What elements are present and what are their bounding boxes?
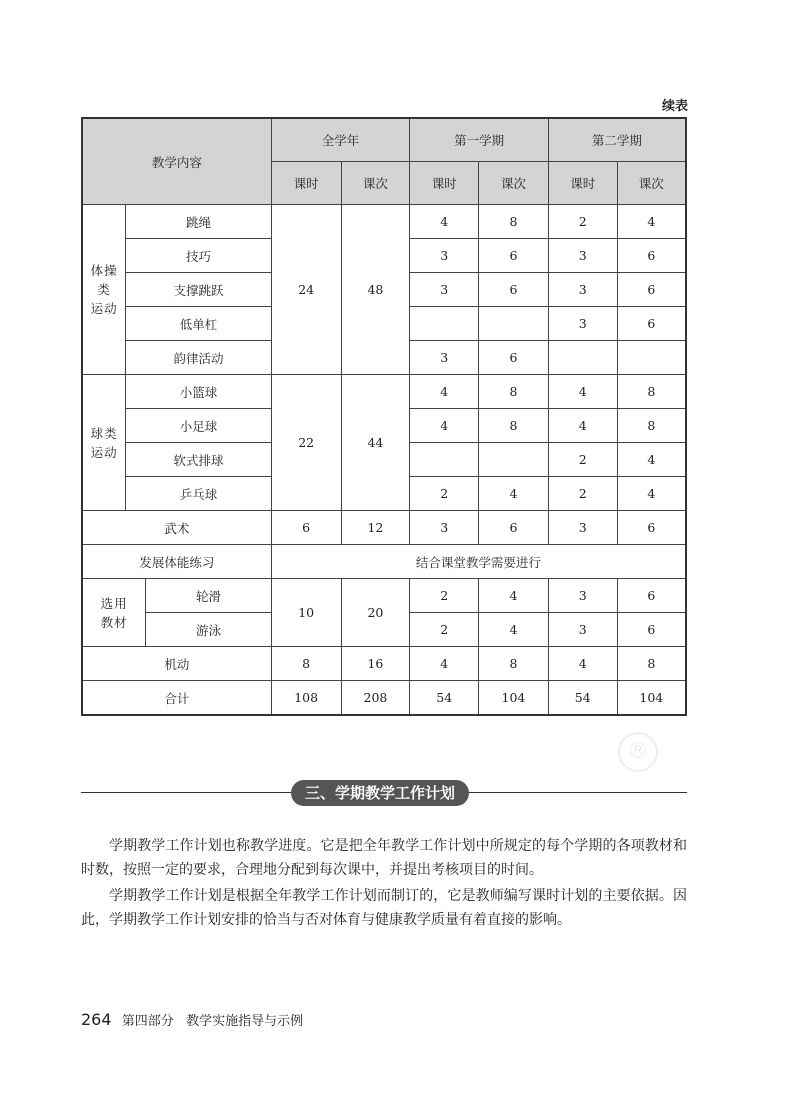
teaching-plan-table [81, 117, 687, 716]
s1-hours [410, 307, 479, 341]
year-hours: 22 [271, 375, 341, 511]
year-hours: 8 [271, 647, 341, 681]
item-name: 轮滑 [146, 579, 271, 613]
s1-sessions [479, 307, 549, 341]
item-name: 软式排球 [126, 443, 271, 477]
s1-hours: 4 [410, 375, 479, 409]
s2-sessions: 4 [617, 477, 686, 511]
page-number: 264 [81, 1010, 112, 1029]
year-sessions: 16 [341, 647, 410, 681]
paragraph: 学期教学工作计划也称教学进度。它是把全年教学工作计划中所规定的每个学期的各项教材和时数，按照一定的要求，合理地分配到每次课中，并提出考核项目的时间。 [81, 838, 687, 878]
item-name: 跳绳 [126, 205, 271, 239]
s2-hours: 3 [548, 307, 617, 341]
s1-sessions: 4 [479, 477, 549, 511]
year-sessions: 12 [341, 511, 410, 545]
item-name: 技巧 [126, 239, 271, 273]
s1-hours: 2 [410, 477, 479, 511]
s2-hours: 2 [548, 443, 617, 477]
header-hours: 课时 [410, 162, 479, 205]
s2-sessions: 6 [617, 239, 686, 273]
group-optional-materials: 选用 教材 [82, 579, 146, 647]
s1-hours: 4 [410, 409, 479, 443]
s2-sessions: 8 [617, 375, 686, 409]
footer-title: 教学实施指导与示例 [186, 1014, 304, 1029]
s2-hours: 3 [548, 613, 617, 647]
s2-hours: 3 [548, 273, 617, 307]
table-row [82, 375, 686, 409]
s1-sessions: 8 [479, 375, 549, 409]
registered-mark-watermark: ® [618, 732, 658, 772]
header-semester-1: 第一学期 [410, 118, 549, 162]
s1-hours: 3 [410, 341, 479, 375]
s1-sessions: 6 [479, 511, 549, 545]
year-sessions: 44 [341, 375, 410, 511]
s2-sessions: 8 [617, 409, 686, 443]
paragraph: 学期教学工作计划是根据全年教学工作计划而制订的，它是教师编写课时计划的主要依据。因此，学期教学工作计划安排的恰当与否对体育与健康教学质量有着直接的影响。 [81, 888, 687, 928]
footer-part: 第四部分 [121, 1014, 174, 1029]
table-header-row [82, 118, 686, 162]
s1-sessions: 4 [479, 613, 549, 647]
item-name: 发展体能练习 [82, 545, 271, 579]
header-teaching-content: 教学内容 [82, 118, 271, 205]
s2-hours: 4 [548, 409, 617, 443]
header-sessions: 课次 [617, 162, 686, 205]
s2-sessions: 6 [617, 613, 686, 647]
s1-hours [410, 443, 479, 477]
s2-sessions: 6 [617, 307, 686, 341]
s1-sessions [479, 443, 549, 477]
section-title: 三、学期教学工作计划 [291, 780, 469, 806]
s2-hours: 2 [548, 205, 617, 239]
year-hours: 6 [271, 511, 341, 545]
s1-sessions: 8 [479, 409, 549, 443]
s1-hours: 3 [410, 239, 479, 273]
year-hours: 10 [271, 579, 341, 647]
header-hours: 课时 [271, 162, 341, 205]
year-hours: 108 [271, 681, 341, 716]
s2-sessions: 6 [617, 273, 686, 307]
header-sessions: 课次 [479, 162, 549, 205]
year-sessions: 20 [341, 579, 410, 647]
table-row [82, 545, 686, 579]
item-name: 武术 [82, 511, 271, 545]
s2-hours: 4 [548, 647, 617, 681]
s2-sessions: 8 [617, 647, 686, 681]
s1-hours: 3 [410, 273, 479, 307]
s1-sessions: 8 [479, 647, 549, 681]
item-name: 低单杠 [126, 307, 271, 341]
s2-sessions: 6 [617, 511, 686, 545]
header-sessions: 课次 [341, 162, 410, 205]
s2-sessions: 104 [617, 681, 686, 716]
year-hours: 24 [271, 205, 341, 375]
s1-hours: 3 [410, 511, 479, 545]
header-semester-2: 第二学期 [548, 118, 686, 162]
s1-hours: 4 [410, 647, 479, 681]
s2-sessions [617, 341, 686, 375]
s2-hours: 3 [548, 511, 617, 545]
s2-hours: 2 [548, 477, 617, 511]
s2-hours: 4 [548, 375, 617, 409]
s1-hours: 54 [410, 681, 479, 716]
s1-sessions: 104 [479, 681, 549, 716]
s2-hours: 3 [548, 239, 617, 273]
s2-hours: 54 [548, 681, 617, 716]
continued-table-label: 续表 [661, 99, 688, 114]
s1-sessions: 4 [479, 579, 549, 613]
s1-sessions: 6 [479, 341, 549, 375]
item-name: 游泳 [146, 613, 271, 647]
s2-hours [548, 341, 617, 375]
group-gymnastics: 体操 类 运动 [82, 205, 126, 375]
fitness-note: 结合课堂教学需要进行 [271, 545, 686, 579]
item-name: 小足球 [126, 409, 271, 443]
s2-sessions: 6 [617, 579, 686, 613]
s2-hours: 3 [548, 579, 617, 613]
table-row [82, 579, 686, 613]
year-sessions: 48 [341, 205, 410, 375]
table-row-total [82, 681, 686, 716]
item-name: 合计 [82, 681, 271, 716]
s1-sessions: 6 [479, 239, 549, 273]
s1-hours: 4 [410, 205, 479, 239]
year-sessions: 208 [341, 681, 410, 716]
s1-hours: 2 [410, 613, 479, 647]
item-name: 支撑跳跃 [126, 273, 271, 307]
s1-sessions: 6 [479, 273, 549, 307]
page-footer [81, 1010, 303, 1029]
s1-sessions: 8 [479, 205, 549, 239]
item-name: 机动 [82, 647, 271, 681]
item-name: 乒乓球 [126, 477, 271, 511]
s2-sessions: 4 [617, 205, 686, 239]
s2-sessions: 4 [617, 443, 686, 477]
table-row [82, 205, 686, 239]
item-name: 小篮球 [126, 375, 271, 409]
table-row [82, 647, 686, 681]
table-row [82, 511, 686, 545]
header-full-year: 全学年 [271, 118, 410, 162]
header-hours: 课时 [548, 162, 617, 205]
item-name: 韵律活动 [126, 341, 271, 375]
s1-hours: 2 [410, 579, 479, 613]
group-ball-games: 球类 运动 [82, 375, 126, 511]
